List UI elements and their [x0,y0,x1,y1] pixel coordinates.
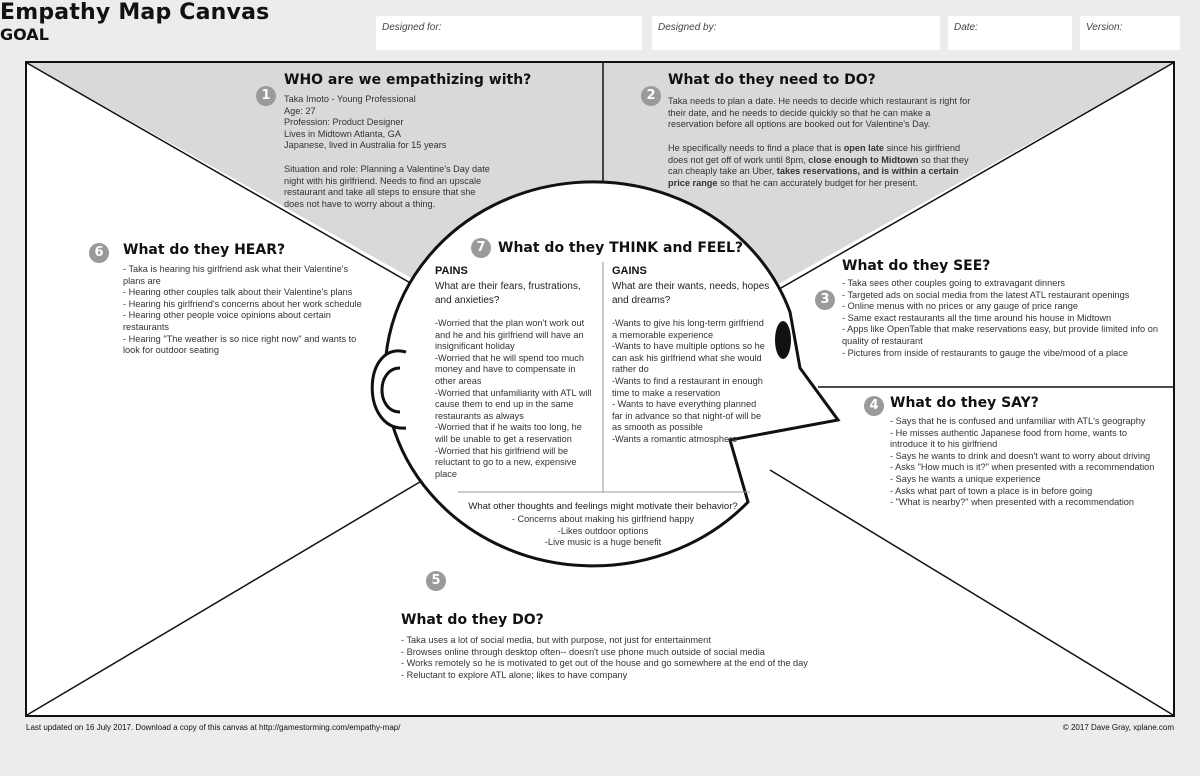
hear-item: - Hearing other couples talk about their Valentine's plans [123,287,353,298]
say-item: - Asks "How much is it?" when presented with a recommendation [890,462,1155,473]
say-item: - "What is nearby?" when presented with a recommendation [890,497,1134,508]
say-item: - Says that he is confused and unfamiliar with ATL's geography [890,416,1146,426]
footer-left: Last updated on 16 July 2017. Download a copy of this canvas at http://gamestorming.com/empathy-map/ [26,723,401,732]
say-heading: What do they SAY? [890,395,1039,411]
section-number-6: 6 [89,243,109,263]
who-profile [284,94,514,152]
gains-item: -Wants to have multiple options so he can ask his girlfriend what she would rather do [612,341,765,375]
do-heading: What do they DO? [401,612,544,628]
version-label: Version: [1086,22,1123,33]
section-number-7: 7 [471,238,491,258]
need-text: so that they can cheaply take an Uber, [668,154,969,177]
section-number-3: 3 [815,290,835,310]
pains-item: -Worried that unfamiliarity with ATL will cause them to end up in the same restaurants as always [435,387,592,421]
who-profile-line: Lives in Midtown Atlanta, GA [284,128,401,139]
hear-list [123,264,363,357]
section-number-1: 1 [256,86,276,106]
say-list [890,416,1160,509]
do-item: - Reluctant to explore ATL alone; likes to have company [401,669,628,680]
say-item: - Says he wants to drink and doesn't want to worry about driving [890,450,1151,461]
see-heading: What do they SEE? [842,258,991,274]
other-thoughts-item: -Live music is a huge benefit [544,537,662,548]
gains-question: What are their wants, needs, hopes and dreams? [612,281,770,306]
gains-label: GAINS [612,265,647,277]
pains-item: -Worried that his girlfriend will be reluctant to go to a new, expensive place [435,445,577,479]
need-text: He specifically needs to find a place that is [668,143,844,153]
gains-item: -Wants to give his long-term girlfriend a memorable experience [612,318,764,340]
other-thoughts-list [458,514,748,549]
section-number-5: 5 [426,571,446,591]
hear-item: - Hearing his girlfriend's concerns about her work schedule [123,298,362,309]
other-thoughts-item: - Concerns about making his girlfriend happy [511,514,695,524]
do-item: - Taka uses a lot of social media, but with purpose, not just for entertainment [401,635,711,645]
need-to-do-heading: What do they need to DO? [668,72,876,88]
gains-list [612,318,767,446]
who-situation: Situation and role: Planning a Valentine's Day date night with his girlfriend. Needs to find an upscale restaurant and take all steps to ensure that she does not have to worry about a thing. [284,164,490,209]
do-item: - Works remotely so he is motivated to get out of the house and go somewhere at the end of the day [401,658,808,669]
think-feel-heading: What do they THINK and FEEL? [498,240,744,256]
hear-item: - Hearing "The weather is so nice right now" and wants to look for outdoor seating [123,333,357,356]
see-item: - Apps like OpenTable that make reservations easy, but provide limited info on quality of restaurant [842,324,1158,346]
say-item: - Asks what part of town a place is in before going [890,485,1093,496]
see-item: - Online menus with no prices or any gauge of price range [842,301,1078,312]
pains-item: -Worried that if he waits too long, he will be unable to get a reservation [435,422,582,444]
gains-item: - Wants to have everything planned far in advance so that night-of will be as smooth as possible [612,399,762,433]
designed-for-label: Designed for: [382,22,442,33]
gains-item: -Wants a romantic atmosphere [612,433,738,444]
hear-item: - Taka is hearing his girlfriend ask what their Valentine's plans are [123,264,349,286]
pains-item: -Worried that the plan won't work out and he and his girlfriend will have an insignificant holiday [435,318,585,352]
footer-right: © 2017 Dave Gray, xplane.com [1062,723,1174,732]
gains-item: -Wants to find a restaurant in enough time to make a reservation [612,375,763,398]
who-profile-line: Age: 27 [284,105,316,116]
need-emphasis: open late [843,143,885,153]
need-emphasis: takes reservations, and is within a certain price range [668,166,959,188]
pains-item: -Worried that he will spend too much money and have to compensate in other areas [435,352,584,386]
section-number-4: 4 [864,396,884,416]
need-to-do-para1: Taka needs to plan a date. He needs to decide which restaurant is right for their date, and he needs to decide quickly so that he can make a reservation before all options are booked out for Valentine's Day. [668,96,971,130]
need-text: so that he can accurately budget for her present. [717,177,918,188]
hear-item: - Hearing other people voice opinions about certain restaurants [123,310,331,332]
goal-label: GOAL [0,25,49,44]
do-list [401,635,841,681]
say-item: - Says he wants a unique experience [890,473,1041,484]
need-text: since his girlfriend does not get off of work until 8pm, [668,143,961,165]
see-list [842,278,1164,359]
see-item: - Same exact restaurants all the time around his house in Midtown [842,312,1112,323]
date-label: Date: [954,22,978,33]
need-to-do-para2 [668,143,980,189]
other-thoughts-item: -Likes outdoor options [557,525,649,536]
section-number-2: 2 [641,86,661,106]
hear-heading: What do they HEAR? [123,242,286,258]
see-item: - Targeted ads on social media from the latest ATL restaurant openings [842,289,1130,300]
pains-list [435,318,595,480]
who-profile-line: Profession: Product Designer [284,117,404,128]
pains-label: PAINS [435,265,468,277]
who-heading: WHO are we empathizing with? [284,72,532,88]
see-item: - Pictures from inside of restaurants to gauge the vibe/mood of a place [842,347,1128,358]
need-emphasis: close enough to Midtown [808,154,919,165]
do-item: - Browses online through desktop often-- doesn't use phone much outside of social media [401,646,765,657]
page-title: Empathy Map Canvas [0,0,270,25]
see-item: - Taka sees other couples going to extravagant dinners [842,278,1066,288]
who-profile-line: Taka Imoto - Young Professional [284,94,416,104]
other-thoughts-question: What other thoughts and feelings might motivate their behavior? [468,501,738,512]
pains-question: What are their fears, frustrations, and anxieties? [435,281,581,306]
say-item: - He misses authentic Japanese food from home, wants to introduce it to his girlfriend [890,427,1127,450]
designed-by-label: Designed by: [658,22,717,33]
eye-icon [775,321,791,359]
who-profile-line: Japanese, lived in Australia for 15 years [284,140,447,151]
